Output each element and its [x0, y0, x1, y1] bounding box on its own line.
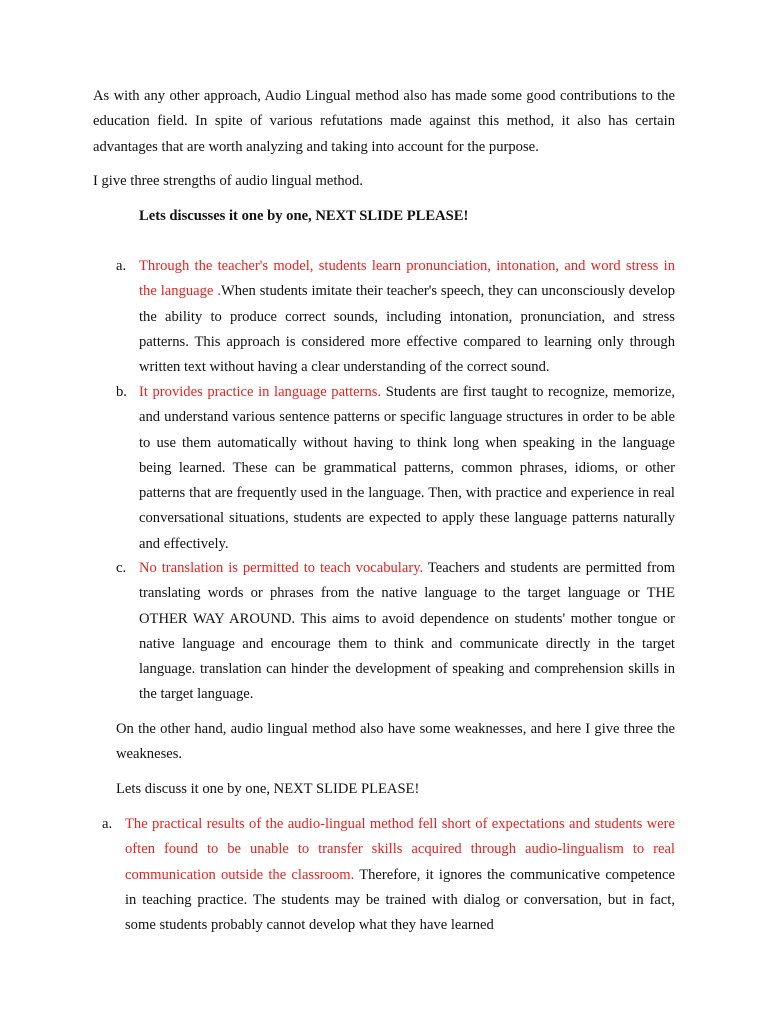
- strength-item-b: [116, 380, 675, 557]
- list-marker: b.: [116, 384, 127, 400]
- next-slide-heading: Lets discusses it one by one, NEXT SLIDE PLEASE!: [139, 208, 469, 224]
- strengths-intro-line: I give three strengths of audio lingual method.: [93, 173, 363, 189]
- list-marker: c.: [116, 560, 127, 576]
- list-marker: a.: [102, 816, 113, 832]
- strength-highlight: Through the teacher's model, students learn pronunciation, intonation, and word stress in the language .: [139, 258, 675, 300]
- strength-highlight: It provides practice in language patterns.: [139, 384, 382, 400]
- weakness-text: Therefore, it ignores the communicative competence in teaching practice. The students may be trained with dialog or conversation, but in fact, some students probably cannot develop what they have learned: [125, 866, 675, 934]
- strength-text: Teachers and students are permitted from translating words or phrases from the native language to the target language or THE OTHER WAY AROUND. This aims to avoid dependence on students' mother tongue or native language and encourage them to think and communicate directly in the target language. translation can hinder the development of speaking and comprehension skills in the target language.: [139, 560, 675, 703]
- next-slide-line: Lets discuss it one by one, NEXT SLIDE PLEASE!: [116, 781, 420, 797]
- weaknesses-intro-paragraph: On the other hand, audio lingual method also have some weaknesses, and here I give three the weakneses.: [116, 721, 675, 763]
- strength-text: When students imitate their teacher's speech, they can unconsciously develop the ability to produce correct sounds, including intonation, pronunciation, and stress patterns. This approach is considered more effective compared to learning only through written text without having a clear understanding of the correct sound.: [139, 283, 675, 376]
- strength-text: Students are first taught to recognize, memorize, and understand various sentence patterns or specific language structures in order to be able to use them automatically without having to think long when speaking in the language being learned. These can be grammatical patterns, common phrases, idioms, or other patterns that are frequently used in the language. Then, with practice and experience in real conversational situations, students are expected to apply these language patterns naturally and effectively.: [139, 384, 675, 552]
- list-marker: a.: [116, 258, 127, 274]
- intro-paragraph: As with any other approach, Audio Lingual method also has made some good contributions to the education field. In spite of various refutations made against this method, it also has certain advantages that are worth analyzing and taking into account for the purpose.: [93, 88, 675, 155]
- strength-highlight: No translation is permitted to teach vocabulary.: [139, 560, 424, 576]
- weakness-item-a: [102, 812, 675, 938]
- strength-item-c: [116, 556, 675, 708]
- strength-item-a: [116, 254, 675, 380]
- weakness-highlight: The practical results of the audio-lingual method fell short of expectations and students were often found to be unable to transfer skills acquired through audio-lingualism to real communication outside the classroom.: [125, 816, 675, 883]
